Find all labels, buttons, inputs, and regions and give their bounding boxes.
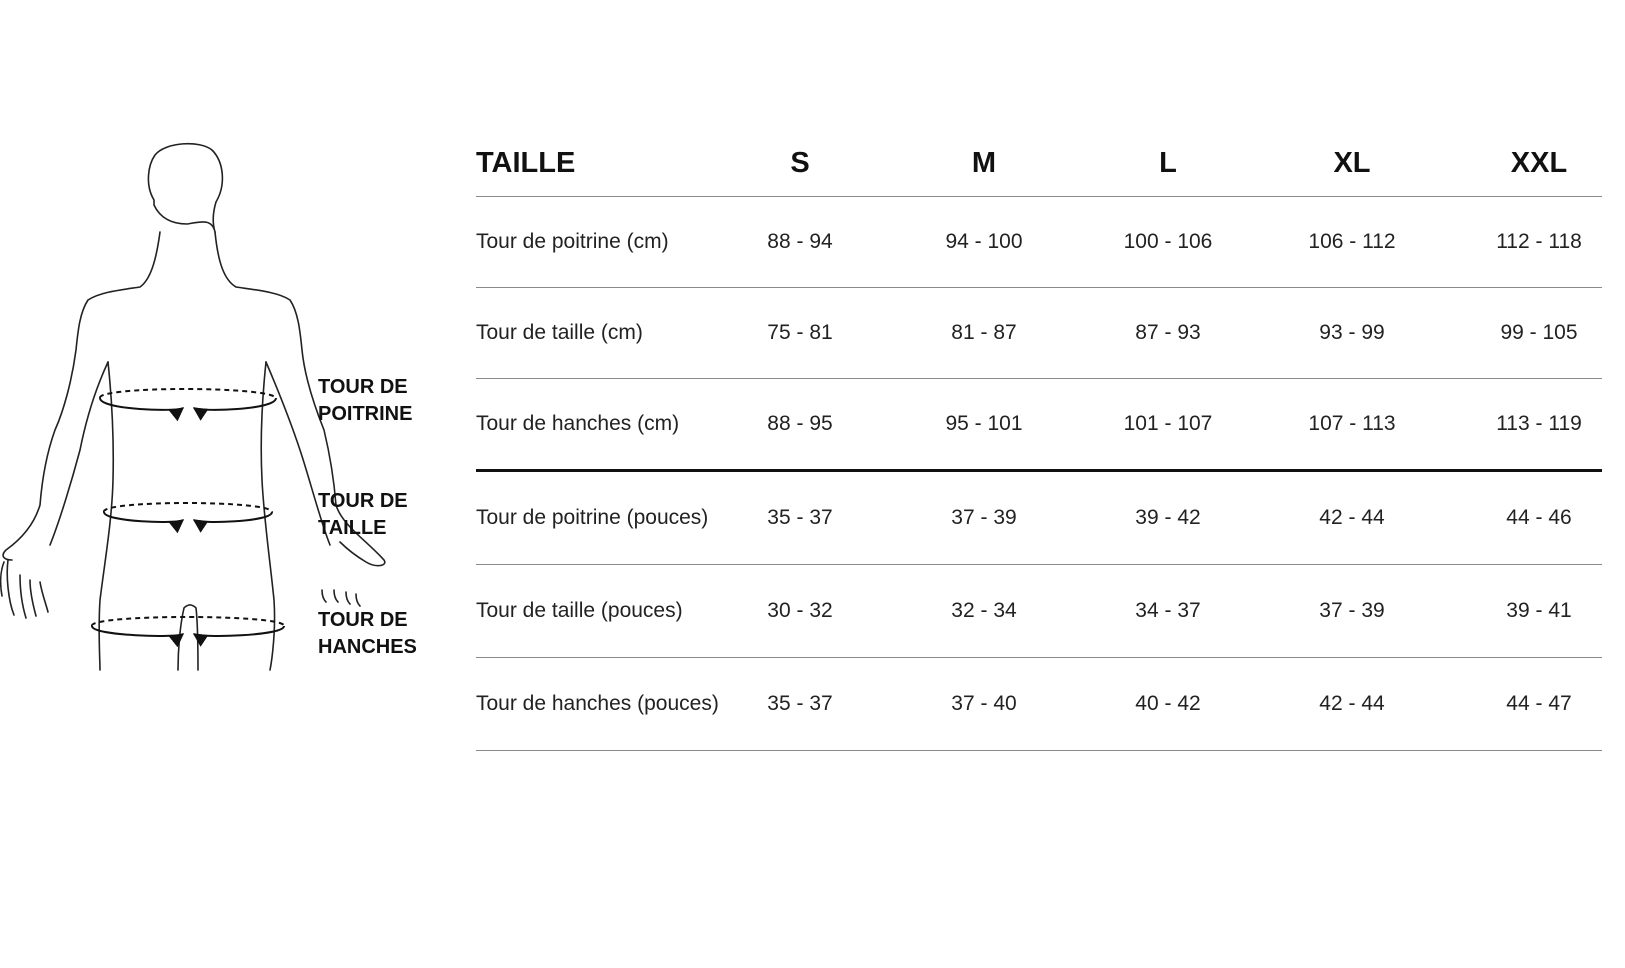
left-hand [1, 560, 48, 618]
head-outline [148, 144, 222, 232]
left-inner-arm [50, 362, 108, 545]
table-cell: 112 - 118 [1476, 197, 1602, 288]
chest-ring [100, 389, 276, 410]
table-cell: 42 - 44 [1228, 471, 1476, 565]
table-cell: 35 - 37 [740, 658, 860, 751]
crotch-line [178, 605, 198, 670]
table-cell: 95 - 101 [860, 379, 1108, 471]
header-row [476, 130, 1602, 197]
table-cell: 88 - 94 [740, 197, 860, 288]
table-row [476, 288, 1602, 379]
table-row [476, 658, 1602, 751]
table-cell: 106 - 112 [1228, 197, 1476, 288]
row-label: Tour de hanches (cm) [476, 379, 740, 471]
table-cell: 39 - 42 [1108, 471, 1228, 565]
table-cell: 37 - 39 [1228, 565, 1476, 658]
chest-label: TOUR DE POITRINE [318, 376, 413, 425]
header-cell-size: TAILLE [476, 130, 740, 197]
row-label: Tour de hanches (pouces) [476, 658, 740, 751]
table-row [476, 379, 1602, 471]
waist-label: TOUR DE TAILLE [318, 490, 408, 539]
table-cell: 32 - 34 [860, 565, 1108, 658]
body-measurement-figure [0, 0, 440, 700]
table-cell: 87 - 93 [1108, 288, 1228, 379]
table-cell: 30 - 32 [740, 565, 860, 658]
table-cell: 35 - 37 [740, 471, 860, 565]
table-cell: 93 - 99 [1228, 288, 1476, 379]
table-cell: 40 - 42 [1108, 658, 1228, 751]
left-shoulder-arm [3, 232, 160, 560]
table-cell: 94 - 100 [860, 197, 1108, 288]
table-cell: 100 - 106 [1108, 197, 1228, 288]
table-row [476, 565, 1602, 658]
table-row [476, 471, 1602, 565]
header-cell-xl: XL [1228, 130, 1476, 197]
hips-ring [92, 617, 284, 636]
header-cell-xxl: XXL [1476, 130, 1602, 197]
row-label: Tour de taille (cm) [476, 288, 740, 379]
table-cell: 101 - 107 [1108, 379, 1228, 471]
table-cell: 37 - 39 [860, 471, 1108, 565]
table-cell: 107 - 113 [1228, 379, 1476, 471]
table-cell: 39 - 41 [1476, 565, 1602, 658]
hips-label: TOUR DE HANCHES [318, 609, 417, 658]
header-cell-l: L [1108, 130, 1228, 197]
row-label: Tour de poitrine (cm) [476, 197, 740, 288]
table-cell: 34 - 37 [1108, 565, 1228, 658]
table-row [476, 197, 1602, 288]
table-cell: 44 - 46 [1476, 471, 1602, 565]
size-chart-table [476, 130, 1602, 751]
header-cell-s: S [740, 130, 860, 197]
table-cell: 37 - 40 [860, 658, 1108, 751]
table-cell: 99 - 105 [1476, 288, 1602, 379]
waist-ring [104, 503, 272, 522]
table-cell: 75 - 81 [740, 288, 860, 379]
table-cell: 81 - 87 [860, 288, 1108, 379]
header-cell-m: M [860, 130, 1108, 197]
row-label: Tour de poitrine (pouces) [476, 471, 740, 565]
right-hand [322, 590, 360, 606]
table-cell: 88 - 95 [740, 379, 860, 471]
table-cell: 44 - 47 [1476, 658, 1602, 751]
row-label: Tour de taille (pouces) [476, 565, 740, 658]
table-cell: 113 - 119 [1476, 379, 1602, 471]
table-cell: 42 - 44 [1228, 658, 1476, 751]
